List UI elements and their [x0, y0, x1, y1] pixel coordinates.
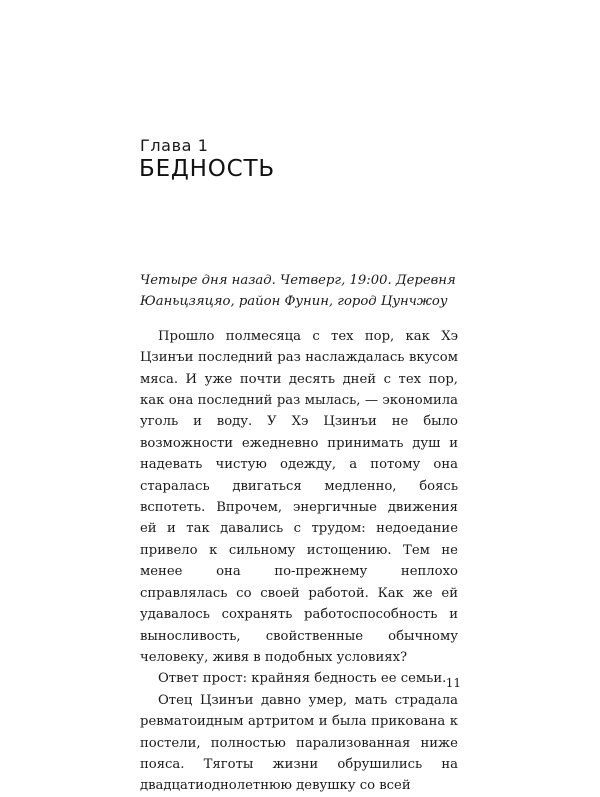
page-number: 11 — [445, 676, 461, 690]
paragraph-1: Прошло полмесяца с тех пор, как Хэ Цзинъи последний раз наслаждалась вкусом мяса. И уже почти десять дней с тех пор, как она последний раз мылась, — экономила уголь и воду. У Хэ Цзинъи не было возможности ежедневно принимать душ и надевать чистую одежду, а потому она старалась двигаться медленно, боясь вспотеть. Впрочем, энергичные движения ей и так давались с трудом: недоедание привело к сильному истощению. Тем не менее она по-прежнему неплохо справлялась со своей работой. Как же ей удавалось сохранять работоспособность и выносливость, свойственные обычному человеку, живя в подобных условиях? — [140, 328, 458, 665]
paragraph-3: Отец Цзинъи давно умер, мать страдала ревматоидным артритом и была прикована к постели, полностью парализованная ниже пояса. Тяготы жизни обрушились на двадцатиоднолетнюю девушку со всей — [140, 692, 458, 794]
chapter-title: БЕДНОСТЬ — [139, 156, 275, 182]
paragraph-2: Ответ прост: крайняя бедность ее семьи. — [158, 671, 447, 687]
epigraph: Четыре дня назад. Четверг, 19:00. Деревня Юаньцзяцяо, район Фунин, город Цунчжоу — [140, 273, 456, 310]
chapter-label: Глава 1 — [140, 136, 209, 155]
body-text — [140, 270, 458, 797]
